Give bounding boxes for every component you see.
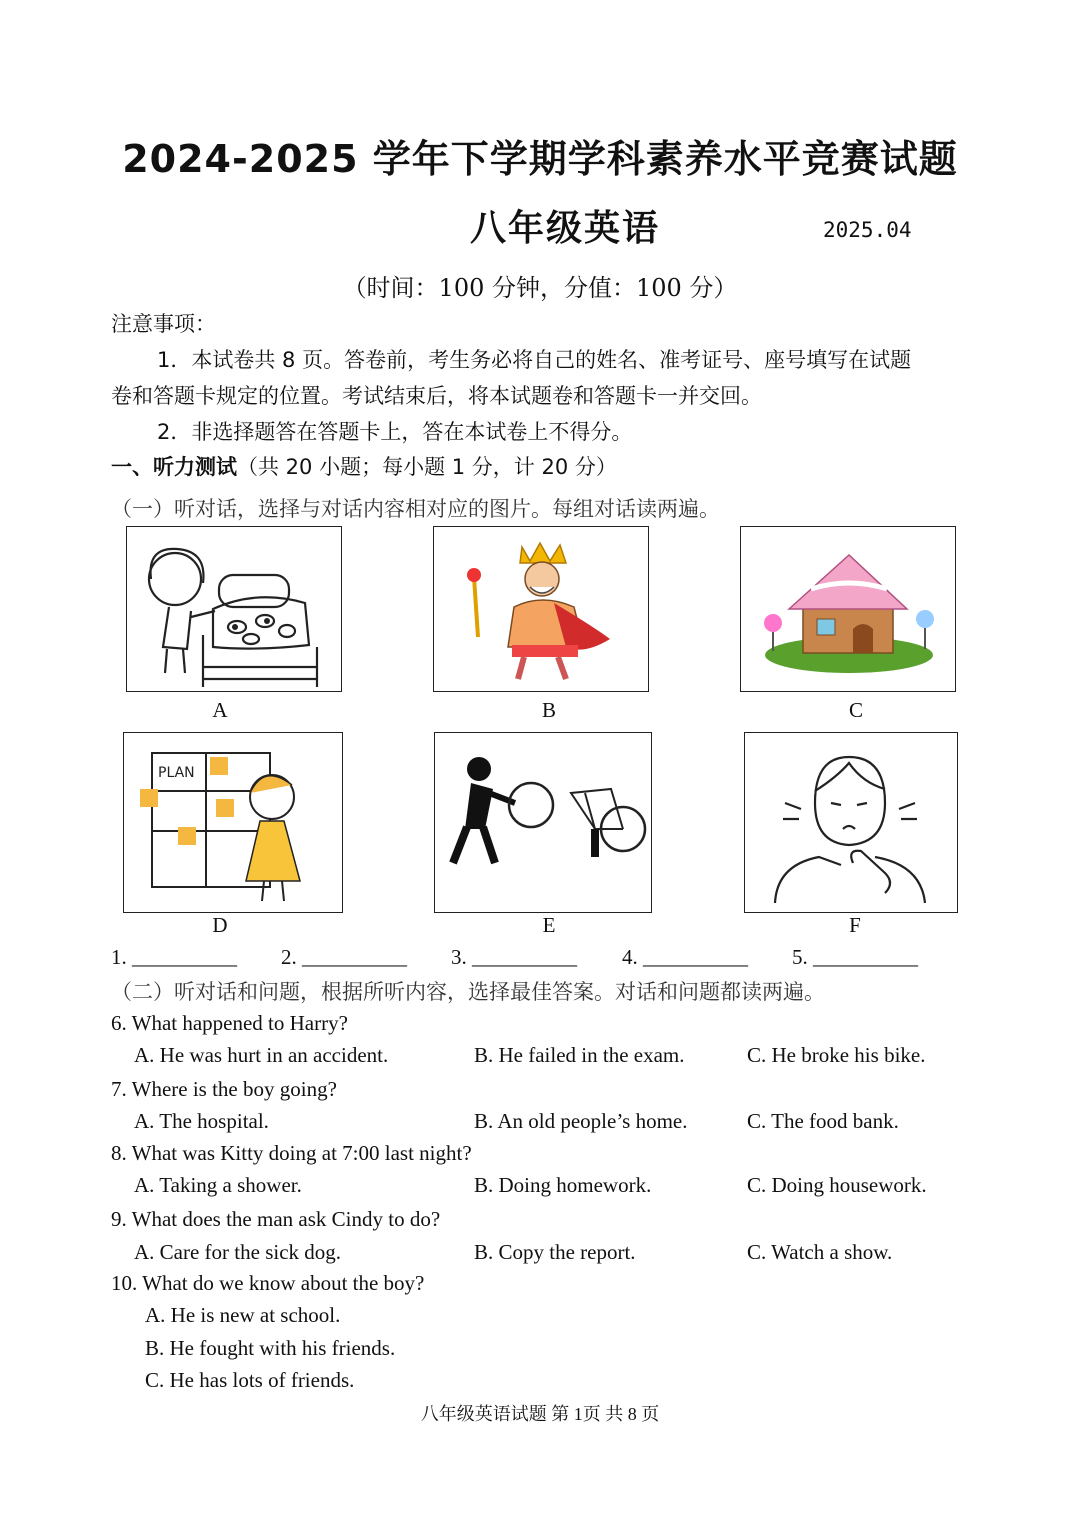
exam-subtitle: 八年级英语 [470,208,661,249]
picture-e [434,732,652,913]
question-9-option-c: C. Watch a show. [747,1240,893,1264]
question-8-option-a: A. Taking a shower. [134,1173,302,1197]
question-6-option-a: A. He was hurt in an accident. [134,1043,389,1067]
answer-blank-5[interactable]: 5. __________ [792,945,918,969]
answer-blank-4[interactable]: 4. __________ [622,945,748,969]
time-info: （时间：100 分钟，分值：100 分） [342,274,738,302]
picture-b-label: B [541,698,556,722]
part-2-instruction: （二）听对话和问题，根据所听内容，选择最佳答案。对话和问题都读两遍。 [111,980,825,1004]
question-10-option-a: A. He is new at school. [145,1303,341,1327]
question-10-option-c: C. He has lots of friends. [145,1368,355,1392]
picture-a-label: A [212,698,228,722]
question-7-option-c: C. The food bank. [747,1109,899,1133]
man-with-bike-icon [435,733,651,912]
section-heading [111,450,617,484]
picture-c-label: C [848,698,863,722]
question-7: 7. Where is the boy going? [111,1077,337,1101]
question-10: 10. What do we know about the boy? [111,1271,425,1295]
question-8: 8. What was Kitty doing at 7:00 last night? [111,1141,472,1165]
king-icon [434,527,648,691]
girl-with-plan-icon [124,733,342,912]
notice-heading: 注意事项： [111,312,216,336]
picture-f-label: F [849,913,861,937]
question-9: 9. What does the man ask Cindy to do? [111,1207,441,1231]
answer-blank-1[interactable]: 1. __________ [111,945,237,969]
candy-house-icon [741,527,955,691]
notice-item-1-line-2: 卷和答题卡规定的位置。考试结束后，将本试题卷和答题卡一并交回。 [111,384,762,408]
question-8-option-c: C. Doing housework. [747,1173,927,1197]
part-1-instruction: （一）听对话，选择与对话内容相对应的图片。每组对话读两遍。 [111,497,720,521]
notice-item-2: 2．非选择题答在答题卡上，答在本试卷上不得分。 [157,420,633,444]
question-6-option-b: B. He failed in the exam. [474,1043,685,1067]
exam-date: 2025.04 [823,218,912,242]
picture-d [123,732,343,913]
question-9-option-b: B. Copy the report. [474,1240,636,1264]
question-7-option-a: A. The hospital. [134,1109,269,1133]
page-footer: 八年级英语试题 第 1页 共 8 页 [420,1404,660,1424]
answer-blank-2[interactable]: 2. __________ [281,945,407,969]
picture-c [740,526,956,692]
answer-blank-3[interactable]: 3. __________ [451,945,577,969]
question-8-option-b: B. Doing homework. [474,1173,652,1197]
picture-e-label: E [542,913,556,937]
picture-b [433,526,649,692]
picture-d-label: D [212,913,228,937]
question-7-option-b: B. An old people’s home. [474,1109,688,1133]
exam-title: 2024-2025 学年下学期学科素养水平竞赛试题 [122,137,958,181]
question-6: 6. What happened to Harry? [111,1011,348,1035]
notice-item-1-line-1: 1．本试卷共 8 页。答卷前，考生务必将自己的姓名、准考证号、座号填写在试题 [157,348,912,372]
plan-label: PLAN [158,765,195,781]
question-10-option-b: B. He fought with his friends. [145,1336,396,1360]
picture-a [126,526,342,692]
picture-f [744,732,958,913]
girl-making-bed-icon [127,527,341,691]
section-title-note: （共 20 小题；每小题 1 分，计 20 分） [237,455,617,479]
question-9-option-a: A. Care for the sick dog. [134,1240,342,1264]
sick-boy-icon [745,733,957,912]
section-title: 一、听力测试 [111,455,237,479]
question-6-option-c: C. He broke his bike. [747,1043,926,1067]
